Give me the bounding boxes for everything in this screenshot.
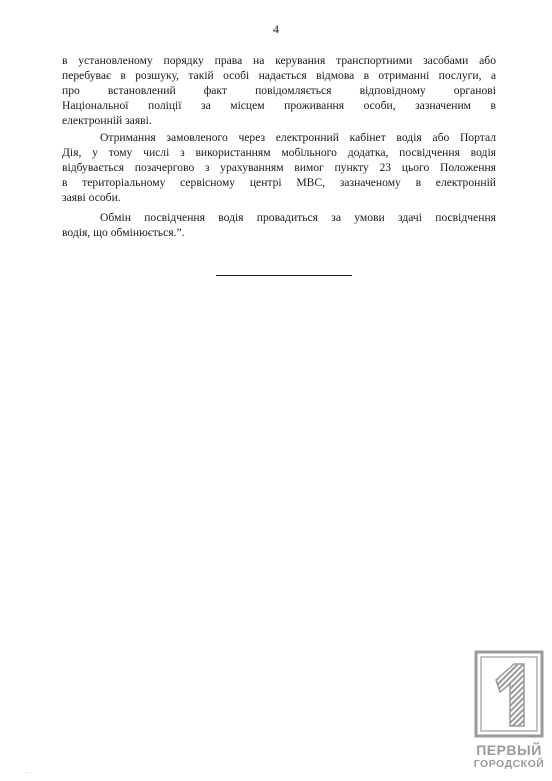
watermark-text-line2: ГОРОДСКОЙ [473,758,545,770]
paragraph-line: електронній заяві. [62,114,152,127]
paragraph-1 [62,53,496,128]
paragraph-line: про встановлений факт повідомляється відповідному органові [62,84,496,97]
paragraph-line: водія, що обмінюється.”. [62,226,185,239]
paragraph-line: відбувається позачергово з урахуванням вимог пункту 23 цього Положення [62,161,496,174]
paragraph-line: заяві особи. [62,191,121,204]
closing-rule [216,275,352,276]
scan-artifact: · · [26,770,32,777]
paragraph-line: перебуває в розшуку, такій особі надається відмова в отриманні послуги, а [62,69,496,82]
paragraph-line: Дія, у тому числі з використанням мобільного додатка, посвідчення водія [62,146,496,159]
paragraph-2 [62,130,496,205]
watermark-logo [470,650,548,776]
paragraph-line: Обмін посвідчення водія провадиться за умови здачі посвідчення [100,211,496,224]
watermark-one-icon [474,650,544,738]
paragraph-line: Національної поліції за місцем проживання особи, зазначеним в [62,99,496,112]
paragraph-line: Отримання замовленого через електронний кабінет водія або Портал [100,131,496,144]
paragraph-line: в територіальному сервісному центрі МВС, зазначеному в електронній [62,176,496,189]
paragraph-line: в установленому порядку права на керування транспортними засобами або [62,54,496,67]
paragraph-3 [62,210,496,240]
page-number: 4 [273,22,279,36]
watermark-text-line1: ПЕРВЫЙ [476,742,542,758]
